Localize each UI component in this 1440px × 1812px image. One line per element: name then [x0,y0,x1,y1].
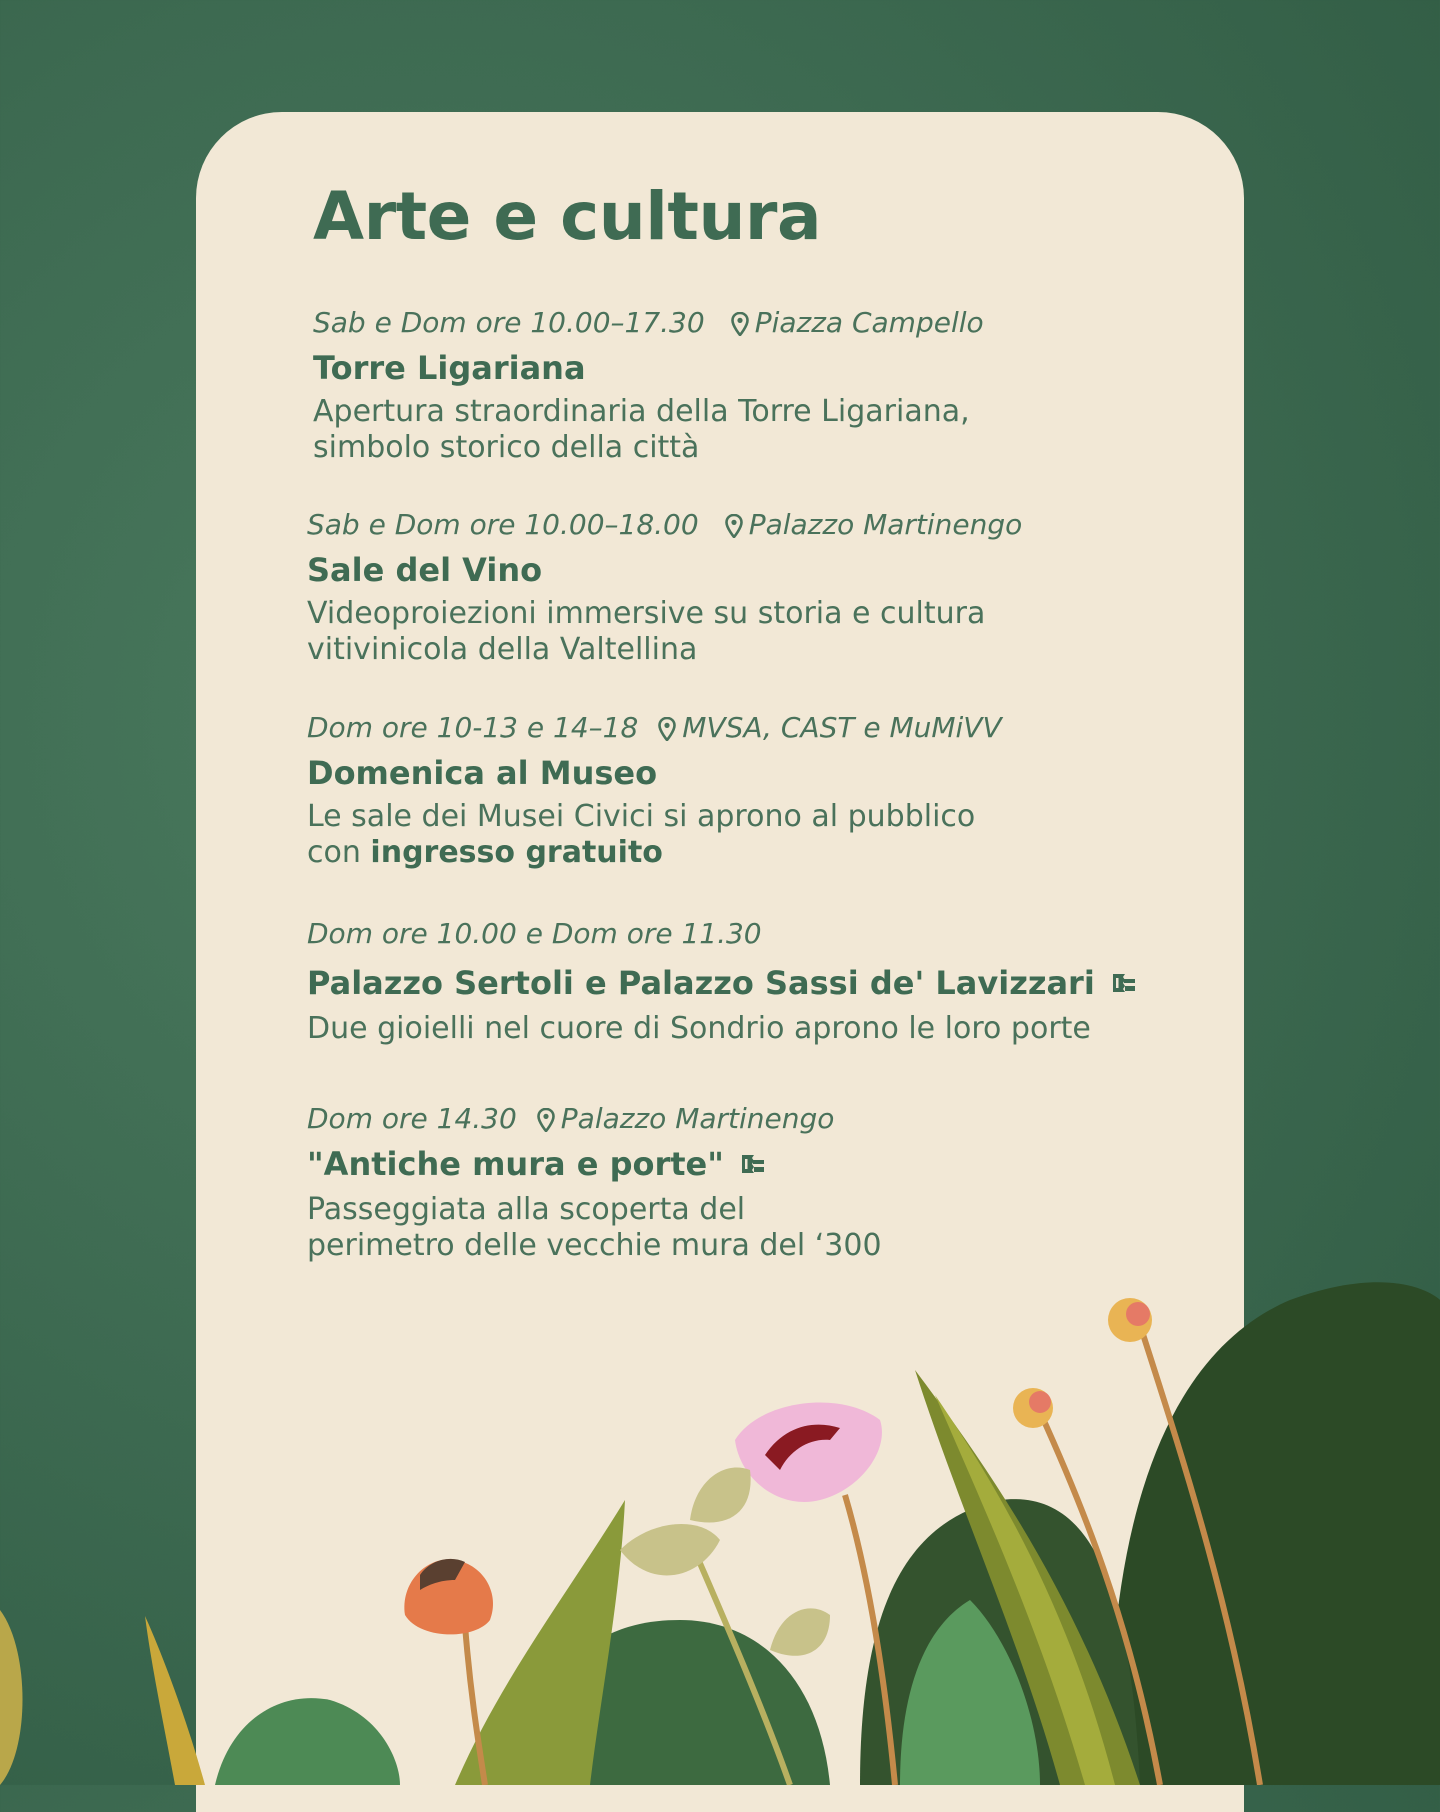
event-location: MVSA, CAST e MuMiVV [682,711,1002,744]
event-description-prefix: con [307,835,361,870]
event-title-text: "Antiche mura e porte" [307,1145,724,1183]
event-time: Dom ore 10-13 e 14–18 [307,711,639,744]
event-meta [307,711,1002,749]
event-time: Dom ore 10.00 e Dom ore 11.30 [307,917,762,950]
event-description [307,1192,882,1264]
event-item [307,508,1022,668]
event-title-text: Palazzo Sertoli e Palazzo Sassi de' Lavizzari [307,964,1095,1002]
ticket-icon [738,1146,766,1186]
event-item [313,306,984,466]
event-description-line: Apertura straordinaria della Torre Ligariana, [313,394,970,429]
event-title: Torre Ligariana [313,349,586,387]
event-time: Sab e Dom ore 10.00–17.30 [313,306,705,339]
event-title: Sale del Vino [307,551,543,589]
event-title: Domenica al Museo [307,754,658,792]
event-description [307,1011,1137,1047]
event-item [307,711,1002,871]
event-description-line [307,835,1002,871]
ticket-icon [1109,965,1137,1005]
event-location: Palazzo Martinengo [560,1102,835,1135]
event-description-line: Due gioielli nel cuore di Sondrio aprono le loro porte [307,1011,1091,1046]
event-meta [307,508,1022,546]
plant-leaf [0,1610,23,1785]
event-title [307,963,1137,1005]
event-description-line: simbolo storico della città [313,430,700,465]
page-title: Arte e cultura [313,178,822,255]
event-description-line: Passeggiata alla scoperta del [307,1192,746,1227]
event-description-line: perimetro delle vecchie mura del ‘300 [307,1228,882,1263]
event-meta [307,1102,882,1140]
location-pin-icon [658,715,676,749]
event-time: Dom ore 14.30 [307,1102,517,1135]
event-time: Sab e Dom ore 10.00–18.00 [307,508,699,541]
event-meta [313,306,984,344]
event-location: Piazza Campello [754,306,984,339]
event-meta [307,917,1137,951]
event-description-line: Le sale dei Musei Civici si aprono al pubblico [307,799,976,834]
location-pin-icon [537,1106,555,1140]
event-description [307,596,1022,668]
event-description-line: Videoproiezioni immersive su storia e cultura [307,596,986,631]
event-location: Palazzo Martinengo [748,508,1023,541]
event-description-line: vitivinicola della Valtellina [307,632,698,667]
event-description [307,799,1002,871]
event-item [307,917,1137,1047]
location-pin-icon [725,512,743,546]
free-entry-highlight: ingresso gratuito [370,835,663,870]
event-description [313,394,984,466]
event-item [307,1102,882,1264]
location-pin-icon [731,310,749,344]
event-title [307,1144,882,1186]
